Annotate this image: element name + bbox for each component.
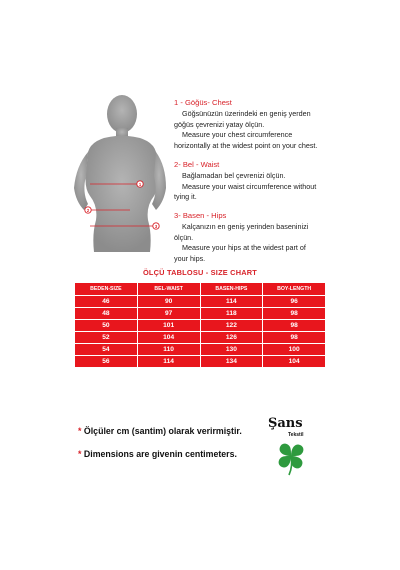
table-cell: 114 (137, 356, 200, 368)
size-chart-title: ÖLÇÜ TABLOSU - SIZE CHART (142, 268, 258, 277)
table-row (75, 356, 326, 368)
clover-icon (274, 440, 308, 476)
table-cell: 134 (200, 356, 263, 368)
column-header: BOY-LENGTH (263, 283, 326, 296)
table-cell: 96 (263, 296, 326, 308)
note-text: Ölçüler cm (santim) olarak verirmiştir. (83, 426, 242, 436)
table-cell: 90 (137, 296, 200, 308)
svg-text:3: 3 (154, 224, 158, 229)
hips-line: your hips. (174, 254, 206, 264)
instruction-hips (174, 211, 389, 265)
waist-heading: 2- Bel - Waist (174, 160, 220, 169)
marker-chest (137, 181, 143, 187)
table-cell: 98 (263, 332, 326, 344)
marker-waist (85, 207, 91, 213)
logo-subtitle: Tekstil (288, 432, 304, 438)
asterisk: * (78, 449, 82, 459)
table-cell: 101 (137, 320, 200, 332)
note-units-en (78, 449, 237, 459)
column-header: BEDEN-SIZE (75, 283, 138, 296)
table-cell: 56 (75, 356, 138, 368)
chest-line: Measure your chest circumference (182, 130, 293, 140)
table-cell: 126 (200, 332, 263, 344)
table-cell: 50 (75, 320, 138, 332)
chest-line: Göğsünüzün üzerindeki en geniş yerden (182, 108, 311, 118)
column-header: BASEN-HIPS (200, 283, 263, 296)
table-cell: 114 (200, 296, 263, 308)
table-cell: 104 (263, 356, 326, 368)
size-table (74, 282, 326, 368)
table-cell: 97 (137, 308, 200, 320)
table-row (75, 332, 326, 344)
table-cell: 52 (75, 332, 138, 344)
hips-line: Kalçanızın en geniş yerinden baseninizi (182, 221, 309, 231)
waist-line: tying it. (174, 192, 197, 202)
table-cell: 130 (200, 344, 263, 356)
svg-text:1: 1 (138, 182, 142, 187)
note-units-tr (78, 426, 242, 436)
asterisk: * (78, 426, 82, 436)
table-cell: 46 (75, 296, 138, 308)
column-header: BEL-WAIST (137, 283, 200, 296)
hips-heading: 3- Basen - Hips (174, 211, 227, 220)
logo-name: Şans (268, 416, 303, 431)
table-cell: 118 (200, 308, 263, 320)
svg-text:2: 2 (86, 208, 90, 213)
body-silhouette (70, 92, 170, 252)
table-cell: 48 (75, 308, 138, 320)
chest-line: horizontally at the widest point on your chest. (174, 141, 318, 151)
table-row (75, 320, 326, 332)
table-cell: 98 (263, 320, 326, 332)
instruction-chest (174, 98, 389, 152)
hips-line: ölçün. (174, 232, 194, 242)
chest-heading: 1 - Göğüs- Chest (174, 98, 232, 107)
waist-line: Measure your waist circumference without (182, 181, 317, 191)
brand-logo (268, 416, 328, 476)
table-cell: 98 (263, 308, 326, 320)
table-row (75, 296, 326, 308)
table-cell: 100 (263, 344, 326, 356)
note-text: Dimensions are givenin centimeters. (83, 449, 237, 459)
table-cell: 122 (200, 320, 263, 332)
table-row (75, 344, 326, 356)
waist-line: Bağlamadan bel çevrenizi ölçün. (182, 170, 286, 180)
chest-line: göğüs çevrenizi yatay ölçün. (174, 119, 265, 129)
table-cell: 110 (137, 344, 200, 356)
table-cell: 104 (137, 332, 200, 344)
table-header-row (75, 283, 326, 296)
instruction-waist (174, 160, 389, 203)
table-row (75, 308, 326, 320)
table-cell: 54 (75, 344, 138, 356)
hips-line: Measure your hips at the widest part of (182, 243, 306, 253)
marker-hips (153, 223, 159, 229)
